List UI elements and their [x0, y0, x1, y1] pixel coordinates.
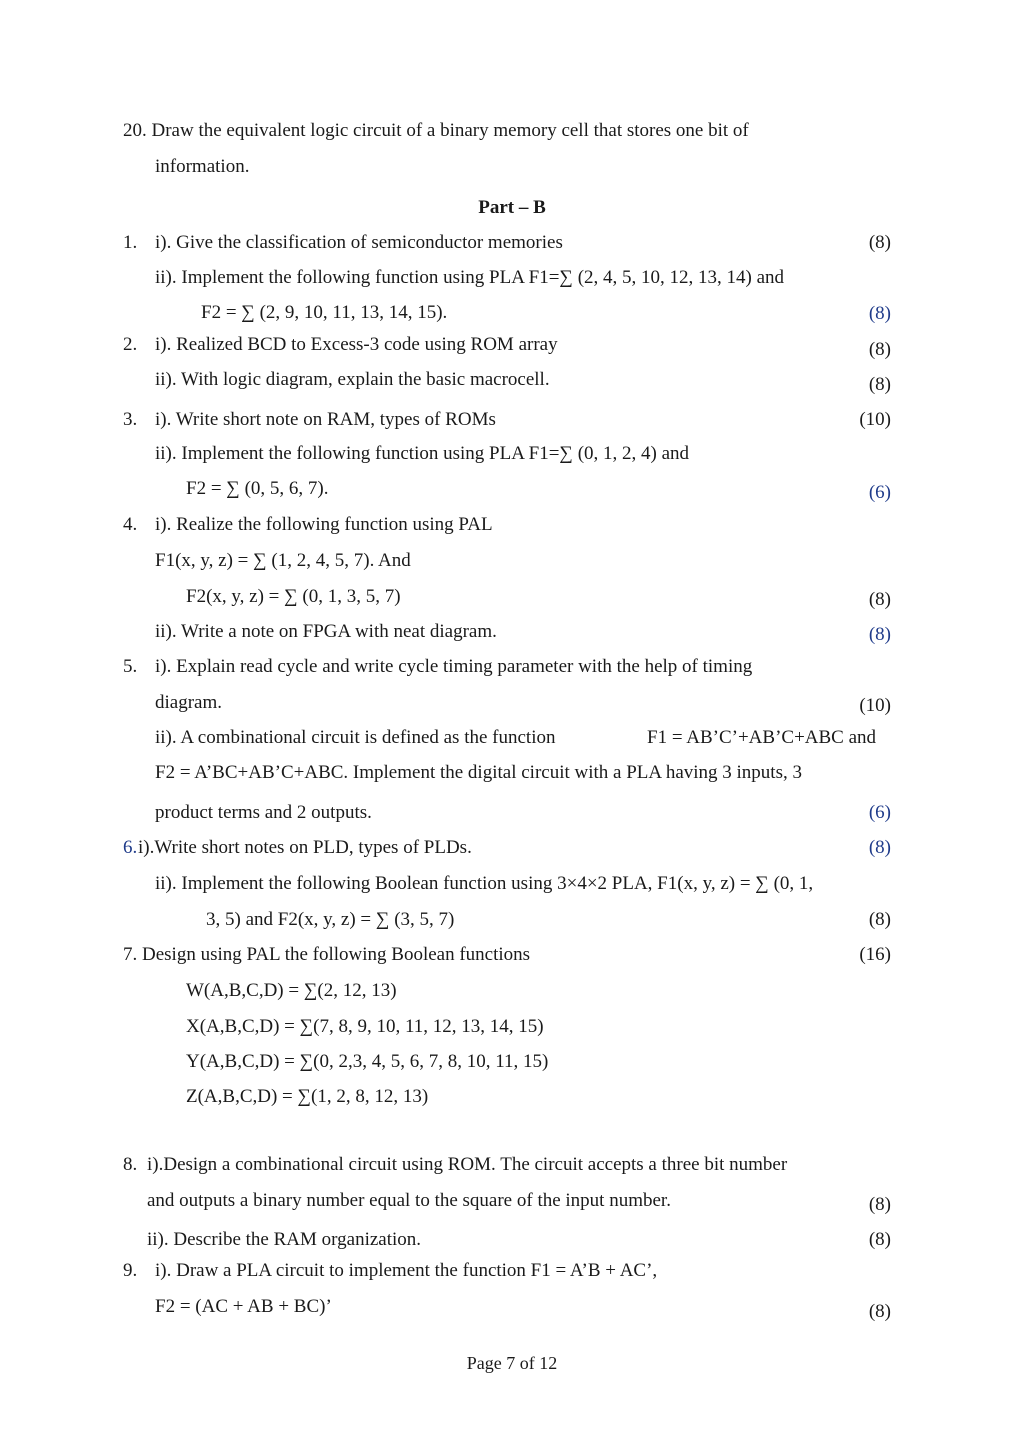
q1-ii-marks: (8) [868, 303, 891, 324]
q9-part-i-line-2: F2 = (AC + AB + BC)’ [155, 1296, 332, 1317]
q5-part-ii-line-1b: F1 = AB’C’+AB’C+ABC and [647, 727, 877, 748]
q7-text: 7. Design using PAL the following Boolean functions [123, 944, 531, 965]
q2-part-i: i). Realized BCD to Excess-3 code using ROM array [155, 334, 558, 355]
q9-number: 9. [123, 1260, 138, 1281]
q3-i-marks: (10) [859, 409, 891, 430]
q5-ii-marks: (6) [868, 802, 891, 823]
q1-part-ii-line-1: ii). Implement the following function using PLA F1=∑ (2, 4, 5, 10, 12, 13, 14) and [155, 267, 785, 288]
q6-part-ii-line-1: ii). Implement the following Boolean function using 3×4×2 PLA, F1(x, y, z) = ∑ (0, 1, [155, 873, 814, 894]
q4-number: 4. [123, 514, 138, 535]
page-footer: Page 7 of 12 [466, 1353, 558, 1373]
q5-part-ii-line-2: F2 = A’BC+AB’C+ABC. Implement the digital circuit with a PLA having 3 inputs, 3 [155, 762, 802, 783]
q5-i-marks: (10) [859, 695, 891, 716]
q6-number: 6. [123, 837, 138, 858]
q1-part-i: i). Give the classification of semiconductor memories [155, 232, 563, 253]
q9-i-marks: (8) [868, 1301, 891, 1322]
q1-i-marks: (8) [868, 232, 891, 253]
q6-ii-marks: (8) [868, 909, 891, 930]
q4-ii-marks: (8) [868, 624, 891, 645]
q4-part-ii: ii). Write a note on FPGA with neat diagram. [155, 621, 497, 642]
q3-part-ii-line-2: F2 = ∑ (0, 5, 6, 7). [186, 478, 329, 499]
q1-number: 1. [123, 232, 138, 253]
q8-part-ii: ii). Describe the RAM organization. [147, 1229, 422, 1250]
q5-part-i-line-1: i). Explain read cycle and write cycle timing parameter with the help of timing [155, 656, 753, 677]
q4-f2: F2(x, y, z) = ∑ (0, 1, 3, 5, 7) [186, 586, 401, 607]
q3-part-ii-line-1: ii). Implement the following function using PLA F1=∑ (0, 1, 2, 4) and [155, 443, 690, 464]
q8-number: 8. [123, 1154, 138, 1175]
q2-number: 2. [123, 334, 138, 355]
q8-ii-marks: (8) [868, 1229, 891, 1250]
q20-line-1: 20. Draw the equivalent logic circuit of a binary memory cell that stores one bit of [123, 120, 749, 141]
q2-ii-marks: (8) [868, 374, 891, 395]
q7-z-function: Z(A,B,C,D) = ∑(1, 2, 8, 12, 13) [186, 1086, 429, 1107]
q6-part-ii-line-2: 3, 5) and F2(x, y, z) = ∑ (3, 5, 7) [206, 909, 455, 930]
q7-w-function: W(A,B,C,D) = ∑(2, 12, 13) [186, 980, 397, 1001]
q8-part-i-line-1: i).Design a combinational circuit using ROM. The circuit accepts a three bit number [147, 1154, 788, 1175]
q4-part-i: i). Realize the following function using PAL [155, 514, 493, 535]
q7-x-function: X(A,B,C,D) = ∑(7, 8, 9, 10, 11, 12, 13, 14, 15) [186, 1016, 544, 1037]
q3-number: 3. [123, 409, 138, 430]
q5-number: 5. [123, 656, 138, 677]
q9-part-i-line-1: i). Draw a PLA circuit to implement the function F1 = A’B + AC’, [155, 1260, 658, 1281]
q8-part-i-line-2: and outputs a binary number equal to the square of the input number. [147, 1190, 671, 1211]
q20-line-2: information. [155, 156, 250, 177]
q6-part-i: i).Write short notes on PLD, types of PLDs. [138, 837, 472, 858]
q5-part-i-line-2: diagram. [155, 692, 223, 713]
q7-y-function: Y(A,B,C,D) = ∑(0, 2,3, 4, 5, 6, 7, 8, 10, 11, 15) [186, 1051, 549, 1072]
q3-ii-marks: (6) [868, 482, 891, 503]
q5-part-ii-line-3: product terms and 2 outputs. [155, 802, 372, 823]
q4-f1: F1(x, y, z) = ∑ (1, 2, 4, 5, 7). And [155, 550, 411, 571]
q7-marks: (16) [859, 944, 891, 965]
q3-part-i: i). Write short note on RAM, types of ROMs [155, 409, 496, 430]
q5-part-ii-line-1a: ii). A combinational circuit is defined as the function [155, 727, 556, 748]
q8-i-marks: (8) [868, 1194, 891, 1215]
q6-i-marks: (8) [868, 837, 891, 858]
part-title: Part – B [478, 197, 546, 218]
q2-i-marks: (8) [868, 339, 891, 360]
q2-part-ii: ii). With logic diagram, explain the basic macrocell. [155, 369, 550, 390]
q1-part-ii-line-2: F2 = ∑ (2, 9, 10, 11, 13, 14, 15). [201, 302, 448, 323]
q4-i-marks: (8) [868, 589, 891, 610]
